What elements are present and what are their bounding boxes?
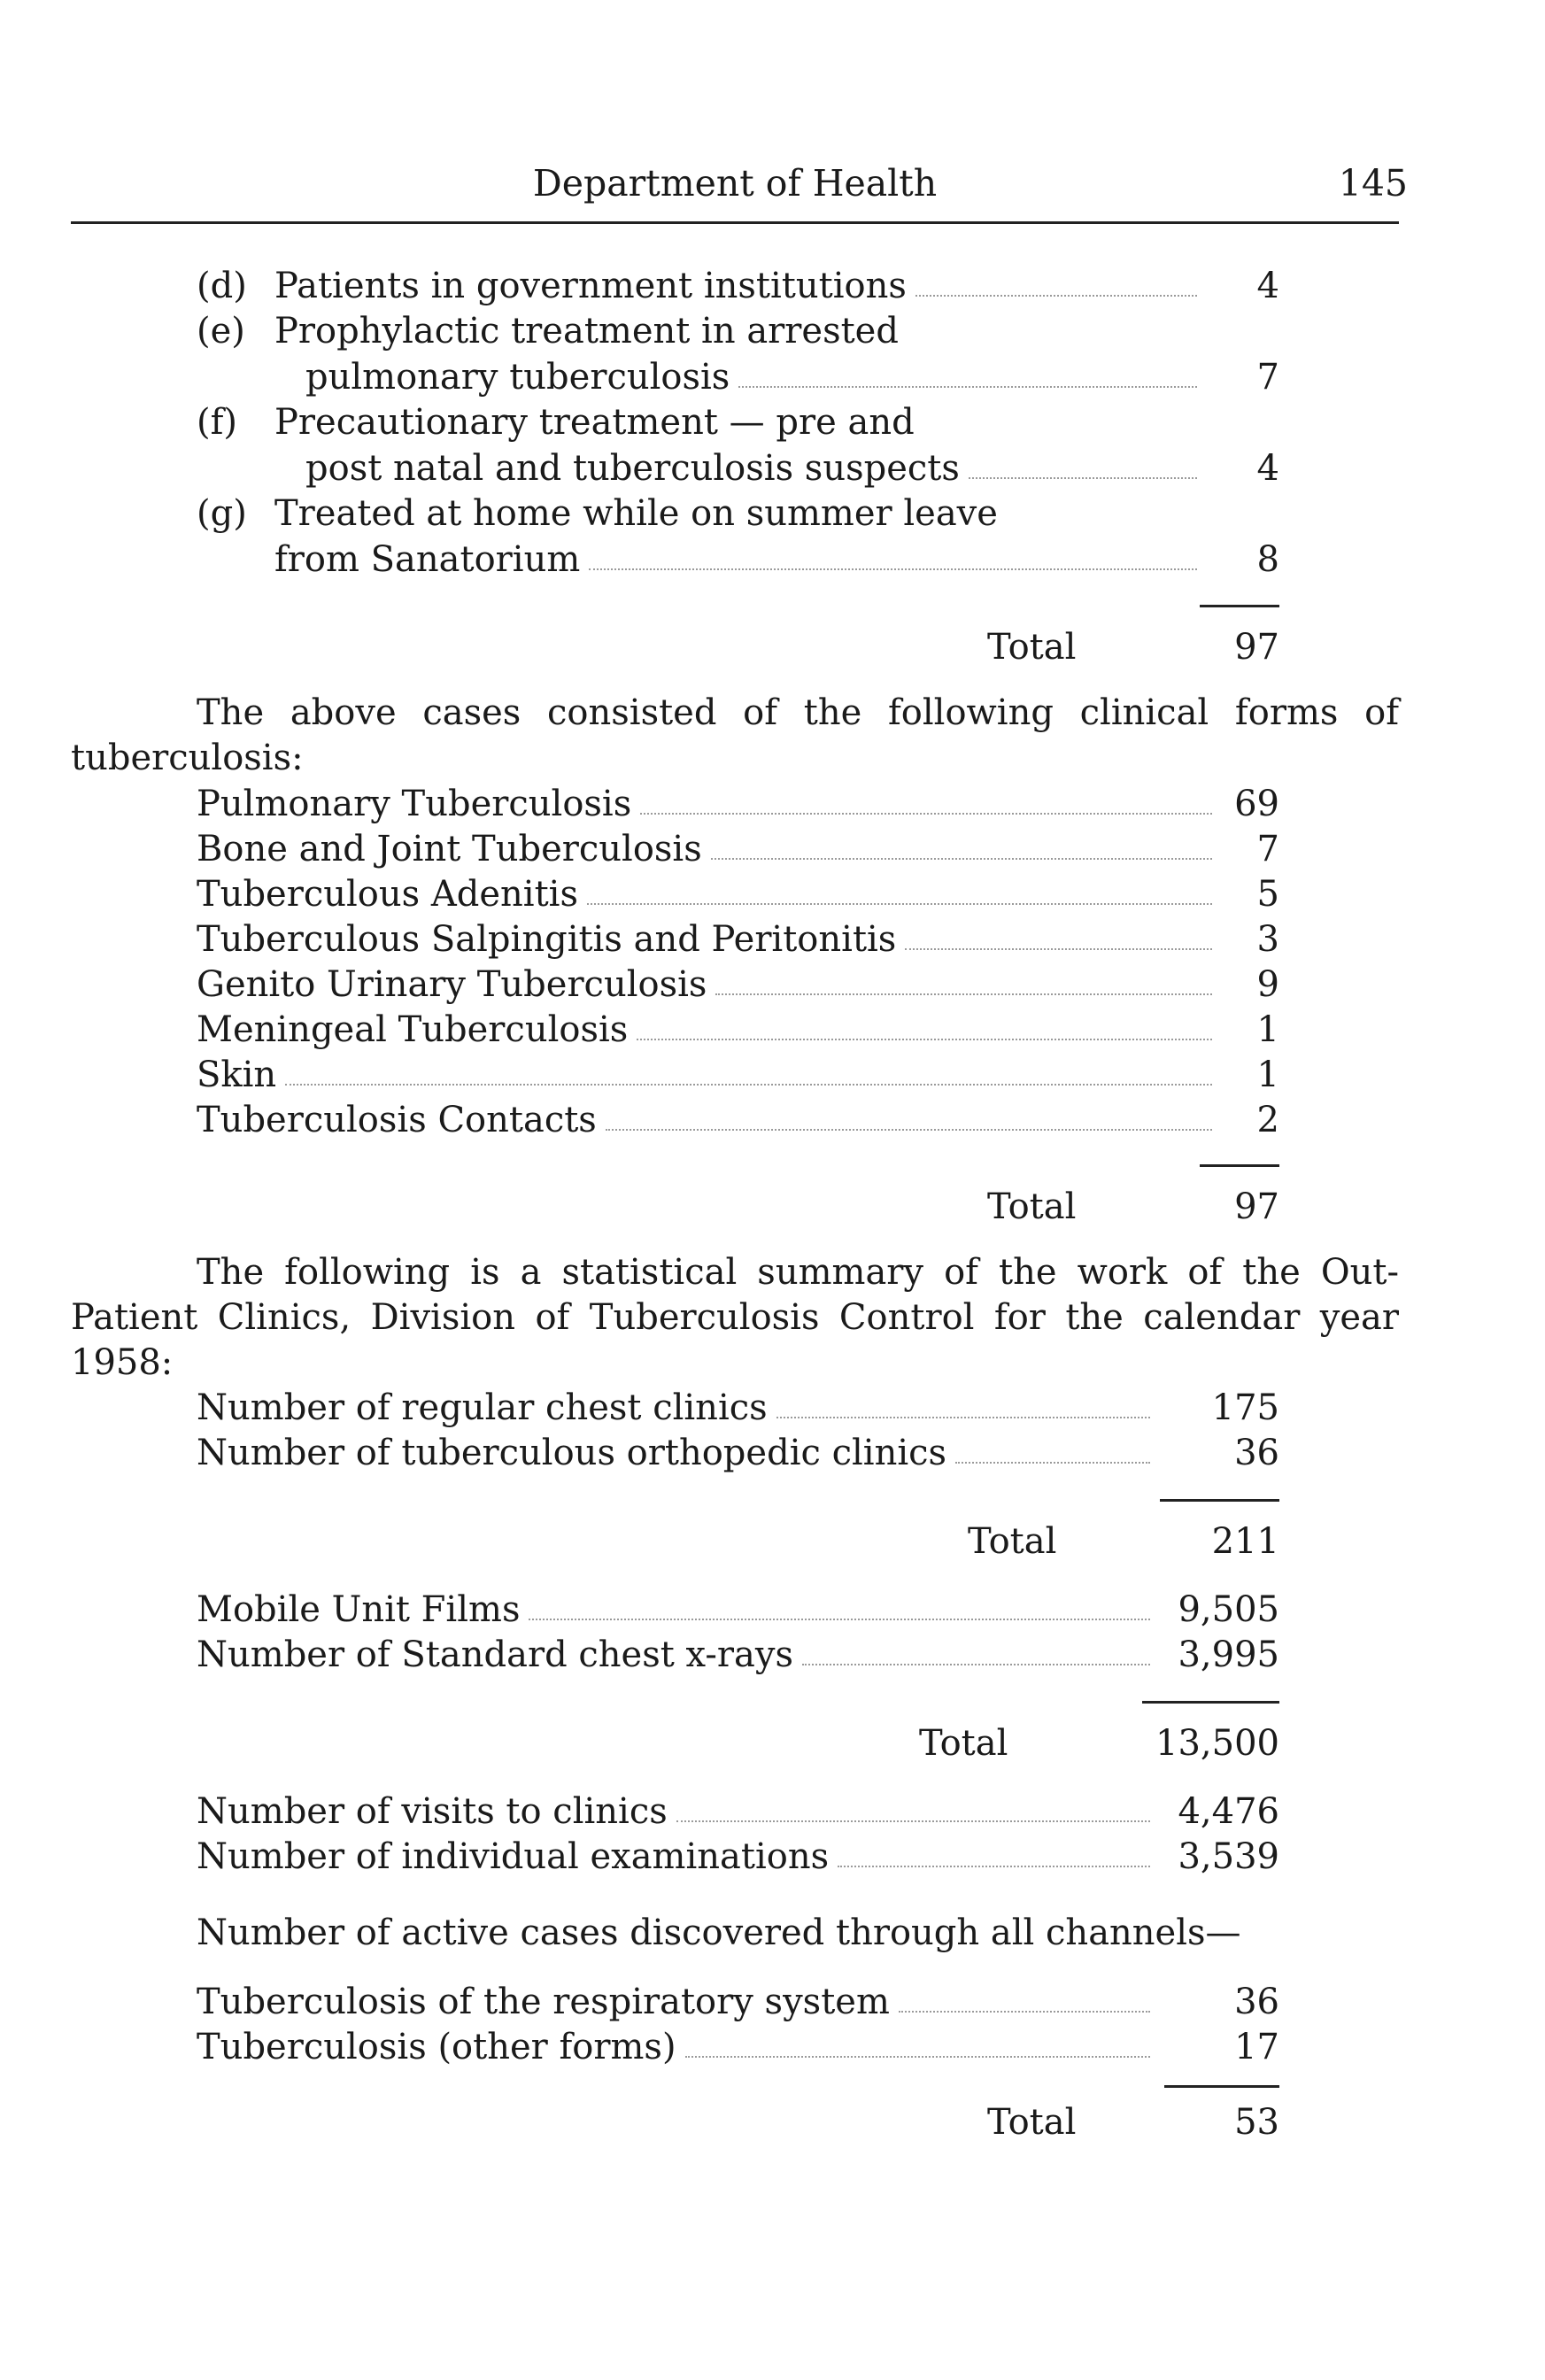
treatment-label-line1: Prophylactic treatment in arrested (274, 311, 899, 352)
treatment-marker-f: (f) (197, 402, 238, 443)
visit-row (197, 1789, 1157, 1834)
visit-value: 3,539 (1178, 1836, 1279, 1877)
dot-leader (606, 1128, 1212, 1131)
dot-leader (589, 568, 1197, 570)
clinical-form-value: 7 (1256, 829, 1279, 869)
active-case-row (197, 1980, 1157, 2024)
dot-leader (955, 1461, 1150, 1464)
xray-label: Number of Standard chest x-rays (197, 1634, 794, 1675)
treatment-marker-e: (e) (197, 311, 245, 352)
clinical-form-row (197, 1098, 1219, 1142)
summary-intro-text: The following is a statistical summary of the work of the Out-Patient Clinics, Division of Tuberculosis Control for the calendar year 1958: (71, 1252, 1399, 1383)
header-rule (71, 221, 1399, 224)
visit-label: Number of individual examinations (197, 1836, 830, 1877)
clinic-row (197, 1386, 1157, 1430)
total-label: Total (919, 1723, 1008, 1764)
dot-leader (285, 1083, 1212, 1086)
dot-leader (715, 993, 1212, 995)
xray-label: Mobile Unit Films (197, 1589, 521, 1630)
visit-row (197, 1835, 1157, 1879)
treatment-label-line1: Precautionary treatment — pre and (274, 402, 915, 443)
clinical-form-label: Genito Urinary Tuberculosis (197, 964, 707, 1005)
treatment-value: 4 (1256, 448, 1279, 489)
clinical-form-row (197, 962, 1219, 1007)
treatment-value: 8 (1256, 539, 1279, 580)
total-rule (1164, 2085, 1279, 2088)
treatment-label-line1: Treated at home while on summer leave (274, 493, 998, 534)
dot-leader (899, 2010, 1150, 2013)
dot-leader (685, 2055, 1150, 2058)
clinical-form-label: Tuberculous Salpingitis and Peritonitis (197, 919, 897, 960)
page-number: 145 (1338, 162, 1408, 205)
dot-leader (587, 902, 1212, 905)
dot-leader (637, 1038, 1212, 1040)
running-head (71, 162, 1408, 215)
dot-leader (969, 476, 1197, 479)
dot-leader (738, 385, 1197, 388)
clinic-value: 175 (1211, 1387, 1279, 1428)
visit-value: 4,476 (1178, 1791, 1279, 1832)
total-value: 97 (1234, 627, 1279, 668)
treatment-marker-g: (g) (197, 493, 247, 534)
total-value: 97 (1234, 1186, 1279, 1227)
clinical-form-label: Bone and Joint Tuberculosis (197, 829, 702, 869)
dot-leader (640, 812, 1212, 815)
treatment-entry-f (305, 446, 1204, 491)
total-rule (1200, 1164, 1279, 1167)
clinical-form-label: Pulmonary Tuberculosis (197, 784, 632, 824)
active-case-value: 17 (1234, 2027, 1279, 2067)
xray-row (197, 1588, 1157, 1632)
clinical-form-row (197, 782, 1219, 826)
clinical-form-label: Tuberculous Adenitis (197, 874, 578, 915)
clinical-form-value: 1 (1256, 1055, 1279, 1095)
clinic-row (197, 1431, 1157, 1475)
total-rule (1200, 605, 1279, 607)
summary-intro-paragraph (71, 1250, 1399, 1386)
xray-value: 3,995 (1178, 1634, 1279, 1675)
total-value: 211 (1211, 1521, 1279, 1562)
clinical-form-value: 1 (1256, 1009, 1279, 1050)
running-head-title: Department of Health (532, 162, 938, 205)
clinic-label: Number of regular chest clinics (197, 1387, 768, 1428)
total-rule (1142, 1701, 1279, 1704)
active-case-row (197, 2025, 1157, 2069)
treatment-label: from Sanatorium (274, 539, 581, 580)
dot-leader (529, 1618, 1150, 1620)
dot-leader (776, 1416, 1150, 1418)
treatment-entry-g (274, 537, 1204, 582)
treatment-label: pulmonary tuberculosis (305, 357, 730, 398)
clinical-form-value: 3 (1256, 919, 1279, 960)
total-label: Total (987, 2102, 1077, 2143)
clinical-form-row (197, 1008, 1219, 1052)
total-label: Total (968, 1521, 1057, 1562)
active-case-label: Tuberculosis of the respiratory system (197, 1982, 890, 2022)
clinical-form-label: Skin (197, 1055, 277, 1095)
clinical-form-value: 5 (1256, 874, 1279, 915)
clinical-form-label: Tuberculosis Contacts (197, 1100, 597, 1140)
xray-row (197, 1633, 1157, 1677)
clinical-form-row (197, 1053, 1219, 1097)
dot-leader (915, 294, 1197, 297)
treatment-marker-d: (d) (197, 266, 247, 306)
dot-leader (838, 1865, 1150, 1867)
dot-leader (676, 1820, 1150, 1822)
total-value: 53 (1234, 2102, 1279, 2143)
active-case-value: 36 (1234, 1982, 1279, 2022)
clinic-value: 36 (1234, 1433, 1279, 1473)
dot-leader (905, 947, 1212, 950)
total-label: Total (987, 1186, 1077, 1227)
treatment-entry-d (274, 264, 1204, 308)
total-rule (1160, 1499, 1279, 1502)
treatment-entry-e (305, 355, 1204, 399)
treatment-value: 7 (1256, 357, 1279, 398)
clinical-form-value: 9 (1256, 964, 1279, 1005)
active-cases-heading: Number of active cases discovered through all channels— (197, 1912, 1241, 1953)
clinical-form-value: 2 (1256, 1100, 1279, 1140)
clinical-intro-text: The above cases consisted of the following clinical forms of tuberculosis: (71, 692, 1399, 778)
clinical-form-value: 69 (1234, 784, 1279, 824)
dot-leader (711, 857, 1212, 860)
xray-value: 9,505 (1178, 1589, 1279, 1630)
treatment-label: post natal and tuberculosis suspects (305, 448, 960, 489)
clinic-label: Number of tuberculous orthopedic clinics (197, 1433, 947, 1473)
clinical-form-row (197, 872, 1219, 916)
clinical-form-row (197, 827, 1219, 871)
total-value: 13,500 (1155, 1723, 1279, 1764)
visit-label: Number of visits to clinics (197, 1791, 668, 1832)
dot-leader (802, 1663, 1150, 1665)
active-case-label: Tuberculosis (other forms) (197, 2027, 676, 2067)
clinical-form-label: Meningeal Tuberculosis (197, 1009, 629, 1050)
clinical-intro-paragraph (71, 691, 1399, 781)
treatment-label: Patients in government institutions (274, 266, 907, 306)
clinical-form-row (197, 917, 1219, 962)
treatment-value: 4 (1256, 266, 1279, 306)
total-label: Total (987, 627, 1077, 668)
